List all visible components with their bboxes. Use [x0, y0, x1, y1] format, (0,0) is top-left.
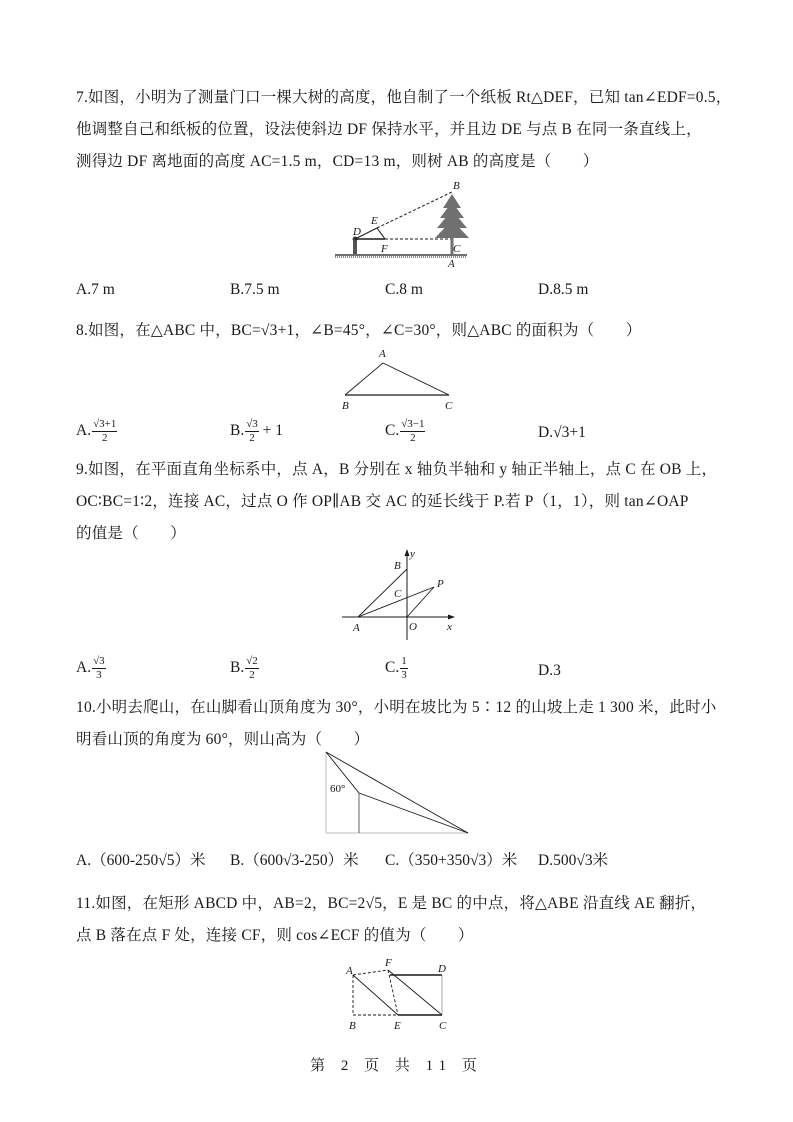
q8-text-line1: 8.如图，在△ABC 中，BC=√3+1，∠B=45°，∠C=30°，则△ABC 的面积为（ ） — [76, 322, 642, 339]
q8-option-c[interactable] — [385, 418, 425, 445]
fraction — [92, 655, 106, 682]
label-D: D — [438, 963, 446, 975]
label-F: F — [385, 957, 392, 969]
q8-option-a[interactable] — [76, 418, 117, 445]
label-A: A — [346, 965, 353, 977]
label-C: C — [445, 400, 453, 412]
q10-option-d[interactable]: D.500√3米 — [538, 852, 609, 869]
q11-text-line2: 点 B 落在点 F 处，连接 CF，则 cos∠ECF 的值为（ ） — [76, 927, 474, 944]
segment-FC — [388, 970, 442, 1015]
segment-EB — [377, 192, 452, 228]
denominator: 2 — [249, 669, 255, 681]
option-prefix: B. — [230, 422, 245, 440]
q7-text-line1: 7.如图，小明为了测量门口一棵大树的高度，他自制了一个纸板 Rt△DEF，已知 tan∠EDF=0.5， — [76, 89, 732, 106]
label-E: E — [371, 215, 378, 227]
q9-option-b[interactable] — [230, 655, 259, 682]
option-prefix: A. — [76, 659, 92, 677]
person-body — [353, 241, 357, 254]
label-P: P — [437, 578, 444, 590]
label-x: x — [447, 621, 452, 633]
q10-option-c[interactable]: C.（350+350√3）米 — [385, 852, 518, 869]
denominator: 3 — [96, 669, 102, 681]
label-E: E — [394, 1020, 401, 1032]
y-axis-arrow — [405, 549, 410, 556]
segment-AF — [353, 970, 388, 975]
q9-option-a[interactable] — [76, 655, 106, 682]
q9-option-d[interactable] — [538, 662, 561, 680]
q10-mountain-figure — [320, 748, 480, 840]
sightline-foot — [326, 752, 468, 833]
q7-tree-figure — [335, 178, 480, 268]
fraction — [400, 418, 425, 445]
q7-option-a[interactable]: A.7 m — [76, 281, 115, 298]
numerator: √3−1 — [401, 418, 425, 430]
q7-option-c[interactable]: C.8 m — [385, 281, 423, 298]
option-prefix: D. — [538, 424, 554, 441]
label-B: B — [453, 180, 460, 192]
label-B: B — [342, 400, 349, 412]
denominator: 2 — [249, 432, 255, 444]
segment-AB — [345, 363, 383, 395]
q9-text-line3: 的值是（ ） — [76, 525, 186, 542]
q10-option-b[interactable]: B.（600√3-250）米 — [230, 852, 359, 869]
q7-option-b[interactable]: B.7.5 m — [230, 281, 280, 298]
fraction — [245, 418, 259, 445]
option-prefix: C. — [385, 659, 400, 677]
fraction — [92, 418, 117, 445]
page-footer: 第 2 页 共 11 页 — [310, 1058, 483, 1074]
q8-option-d[interactable] — [538, 424, 586, 442]
slope-line — [359, 793, 468, 833]
x-axis-arrow — [448, 615, 455, 620]
q10-text-line2: 明看山顶的角度为 60°，则山高为（ ） — [76, 731, 370, 748]
q9-text-line1: 9.如图，在平面直角坐标系中，点 A，B 分别在 x 轴负半轴和 y 轴正半轴上，点 C 在 OB 上， — [76, 461, 718, 478]
label-C: C — [394, 588, 402, 600]
numerator: √3 — [246, 418, 258, 430]
label-O: O — [409, 621, 417, 633]
q11-rectangle-figure — [340, 952, 460, 1037]
label-A: A — [448, 258, 455, 270]
label-y: y — [410, 548, 415, 560]
denominator: 2 — [101, 432, 108, 444]
numerator: √3 — [93, 655, 105, 667]
label-A: A — [379, 348, 386, 360]
segment-AE — [353, 975, 398, 1015]
q9-text-line2: OC∶BC=1∶2，连接 AC，过点 O 作 OP∥AB 交 AC 的延长线于 P.若 P（1，1），则 tan∠OAP — [76, 493, 689, 510]
label-A: A — [353, 622, 360, 634]
numerator: √2 — [246, 655, 258, 667]
fraction — [400, 655, 408, 682]
tree-icon — [435, 194, 469, 255]
option-prefix: A. — [76, 422, 92, 440]
option-suffix: + 1 — [258, 422, 284, 440]
angle-label: 60° — [330, 783, 346, 795]
label-B: B — [394, 560, 401, 572]
q9-option-c[interactable] — [385, 655, 408, 682]
denominator: 3 — [401, 669, 407, 681]
label-C: C — [453, 243, 461, 255]
option-text: √3+1 — [553, 424, 586, 441]
label-D: D — [353, 226, 361, 238]
option-text: 3 — [553, 662, 561, 679]
q9-coordinate-figure — [340, 545, 465, 645]
segment-AC — [383, 363, 449, 395]
option-prefix: C. — [385, 422, 400, 440]
label-C: C — [439, 1020, 447, 1032]
option-prefix: D. — [538, 662, 554, 679]
option-prefix: B. — [230, 659, 245, 677]
label-F: F — [381, 243, 388, 255]
q7-text-line2: 他调整自己和纸板的位置，设法使斜边 DF 保持水平，并且边 DE 与点 B 在同一条直线上， — [76, 121, 702, 138]
numerator: 1 — [401, 655, 407, 667]
q11-text-line1: 11.如图，在矩形 ABCD 中，AB=2，BC=2√5，E 是 BC 的中点，将△ABE 沿直线 AE 翻折， — [76, 895, 707, 912]
segment-OP — [407, 587, 434, 617]
q8-triangle-figure — [335, 343, 465, 413]
numerator: √3+1 — [93, 418, 117, 430]
q7-option-d[interactable]: D.8.5 m — [538, 281, 589, 298]
fraction — [245, 655, 259, 682]
q10-text-line1: 10.小明去爬山，在山脚看山顶角度为 30°，小明在坡比为 5∶12 的山坡上走 1 300 米，此时小 — [76, 699, 717, 716]
denominator: 2 — [410, 432, 416, 444]
segment-EF — [377, 228, 385, 239]
q7-text-line3: 测得边 DF 离地面的高度 AC=1.5 m，CD=13 m，则树 AB 的高度是（ ） — [76, 153, 599, 170]
q8-option-b[interactable] — [230, 418, 283, 445]
q10-option-a[interactable]: A.（600-250√5）米 — [76, 852, 206, 869]
label-B: B — [349, 1020, 356, 1032]
